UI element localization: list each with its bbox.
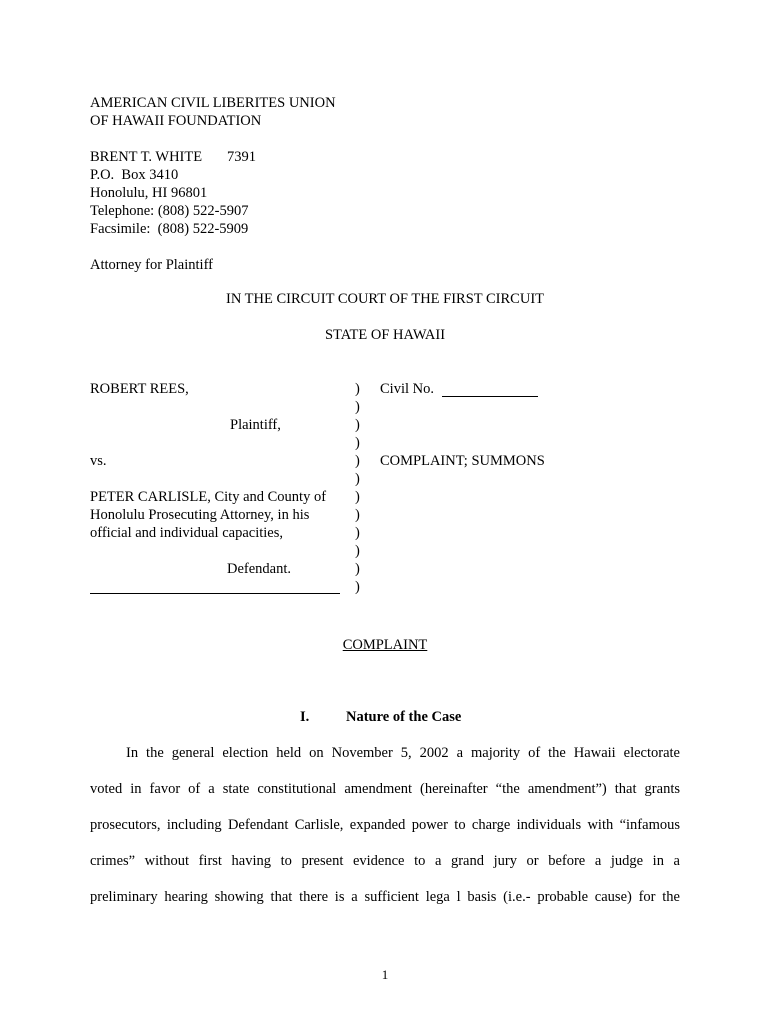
caption-paren: ) — [355, 507, 360, 523]
paragraph-line: preliminary hearing showing that there is a sufficient lega l basis (i.e.- probable cause) for the — [90, 889, 680, 905]
defendant-line1: PETER CARLISLE, City and County of — [90, 489, 327, 505]
attorney-for: Attorney for Plaintiff — [90, 257, 213, 273]
paragraph-line: voted in favor of a state constitutional amendment (hereinafter “the amendment”) that grants — [90, 781, 680, 797]
caption-paren: ) — [355, 525, 360, 541]
caption-paren: ) — [355, 417, 360, 433]
address-line1: P.O. Box 3410 — [90, 167, 179, 183]
paragraph-line: In the general election held on November 5, 2002 a majority of the Hawaii electorate — [126, 745, 680, 761]
paragraph-line: crimes” without first having to present evidence to a grand jury or before a judge in a — [90, 853, 680, 869]
caption-paren: ) — [355, 453, 360, 469]
defendant-line2: Honolulu Prosecuting Attorney, in his — [90, 507, 310, 523]
attorney-name: BRENT T. WHITE — [90, 149, 203, 165]
plaintiff-role: Plaintiff, — [230, 417, 281, 433]
caption-paren: ) — [355, 543, 360, 559]
page-number: 1 — [381, 967, 389, 982]
defendant-line3: official and individual capacities, — [90, 525, 283, 541]
caption-paren: ) — [355, 381, 360, 397]
caption-paren: ) — [355, 399, 360, 415]
facsimile: Facsimile: (808) 522-5909 — [90, 221, 249, 237]
court-state: STATE OF HAWAII — [324, 327, 446, 343]
caption-paren: ) — [355, 435, 360, 451]
org-name-line2: OF HAWAII FOUNDATION — [90, 113, 262, 129]
org-name-line1: AMERICAN CIVIL LIBERITES UNION — [90, 95, 336, 111]
address-line2: Honolulu, HI 96801 — [90, 185, 208, 201]
caption-paren: ) — [355, 579, 360, 595]
versus: vs. — [90, 453, 107, 469]
paragraph-line: prosecutors, including Defendant Carlisle, expanded power to charge individuals with “infamous — [90, 817, 680, 833]
caption-paren: ) — [355, 471, 360, 487]
caption-paren: ) — [355, 561, 360, 577]
document-type: COMPLAINT; SUMMONS — [380, 453, 545, 469]
plaintiff-name: ROBERT REES, — [90, 381, 189, 397]
defendant-role: Defendant. — [227, 561, 292, 577]
complaint-title: COMPLAINT — [342, 637, 428, 653]
telephone: Telephone: (808) 522-5907 — [90, 203, 249, 219]
civil-number-label: Civil No. — [380, 381, 434, 397]
court-name: IN THE CIRCUIT COURT OF THE FIRST CIRCUIT — [225, 291, 545, 307]
caption-underline — [90, 593, 340, 594]
section-title: Nature of the Case — [346, 709, 462, 725]
attorney-number: 7391 — [227, 149, 256, 165]
section-number: I. — [300, 709, 310, 725]
civil-number-blank — [442, 396, 538, 397]
caption-paren: ) — [355, 489, 360, 505]
